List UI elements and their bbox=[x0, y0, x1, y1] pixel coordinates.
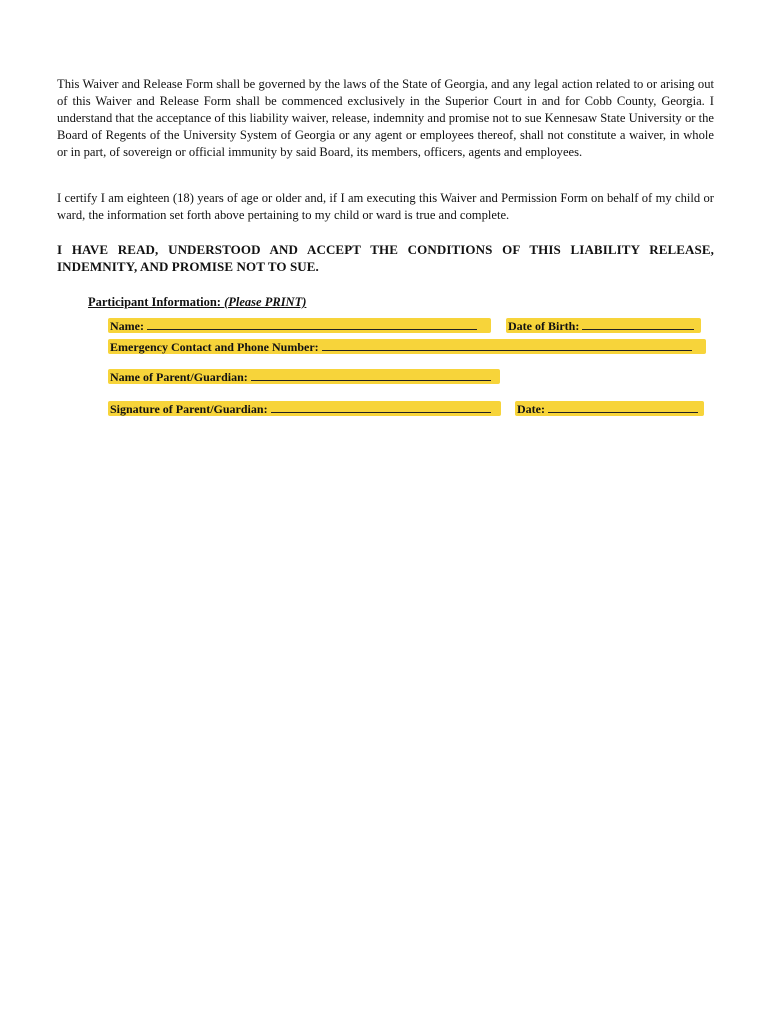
certification-paragraph: I certify I am eighteen (18) years of age or older and, if I am executing this Waiver and Permission Form on behalf of my child or ward, the information set forth above pertaining to my child or ward is true and complete. bbox=[57, 191, 714, 222]
print-hint: (Please PRINT) bbox=[224, 295, 307, 309]
name-input[interactable] bbox=[147, 318, 477, 330]
name-field[interactable] bbox=[108, 318, 491, 333]
signature-date-input[interactable] bbox=[548, 401, 698, 413]
date-of-birth-label: Date of Birth: bbox=[508, 319, 580, 333]
date-of-birth-field[interactable] bbox=[506, 318, 701, 333]
signature-date-field[interactable] bbox=[515, 401, 704, 416]
parent-guardian-signature-field[interactable] bbox=[108, 401, 501, 416]
signature-date-label: Date: bbox=[517, 402, 545, 416]
governing-law-paragraph: This Waiver and Release Form shall be governed by the laws of the State of Georgia, and any legal action related to or arising out of this Waiver and Release Form shall be commenced exclusively in the Superior Court in and for Cobb County, Georgia. I understand that the acceptance of this liability waiver, release, indemnity and promise not to sue Kennesaw State University or the Board of Regents of the University System of Georgia or any agent or employees thereof, shall not constitute a waiver, in whole or in part, of sovereign or official immunity by said Board, its members, officers, agents and employees. bbox=[57, 77, 714, 159]
emergency-contact-field[interactable] bbox=[108, 339, 706, 354]
date-of-birth-input[interactable] bbox=[582, 318, 694, 330]
parent-guardian-name-field[interactable] bbox=[108, 369, 500, 384]
name-label: Name: bbox=[110, 319, 144, 333]
emergency-contact-label: Emergency Contact and Phone Number: bbox=[110, 340, 319, 354]
acceptance-statement: I HAVE READ, UNDERSTOOD AND ACCEPT THE CONDITIONS OF THIS LIABILITY RELEASE, INDEMNITY, AND PROMISE NOT TO SUE. bbox=[57, 242, 714, 274]
parent-guardian-name-label: Name of Parent/Guardian: bbox=[110, 370, 248, 384]
parent-guardian-signature-label: Signature of Parent/Guardian: bbox=[110, 402, 268, 416]
parent-guardian-signature-input[interactable] bbox=[271, 401, 491, 413]
participant-info-label: Participant Information: bbox=[88, 295, 221, 309]
participant-info-heading bbox=[88, 295, 306, 310]
emergency-contact-input[interactable] bbox=[322, 339, 692, 351]
parent-guardian-name-input[interactable] bbox=[251, 369, 491, 381]
